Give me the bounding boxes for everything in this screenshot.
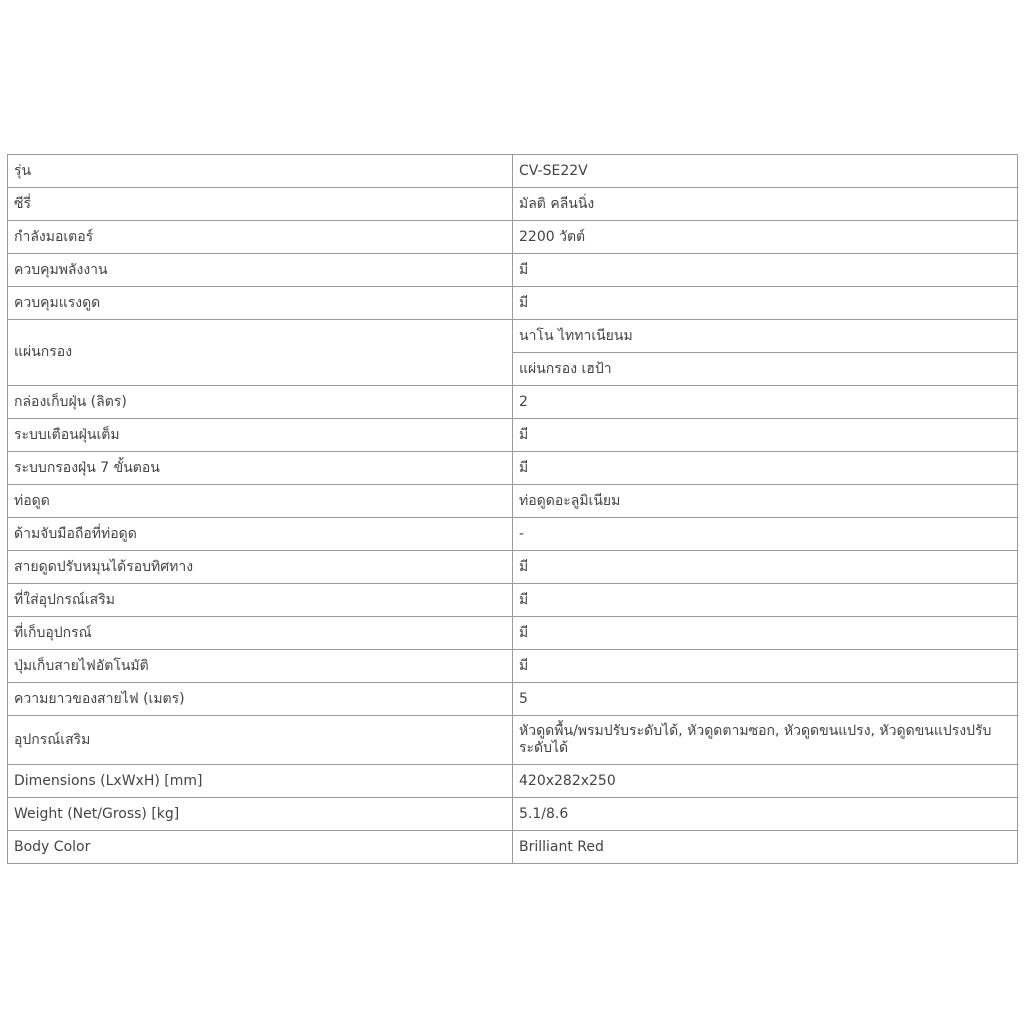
spec-value: มี <box>513 617 1018 650</box>
table-row <box>8 155 1018 188</box>
spec-label: Body Color <box>8 831 513 864</box>
table-row <box>8 419 1018 452</box>
spec-label: กล่องเก็บฝุ่น (ลิตร) <box>8 386 513 419</box>
spec-label: ปุ่มเก็บสายไฟอัตโนมัติ <box>8 650 513 683</box>
table-row <box>8 716 1018 765</box>
spec-label: สายดูดปรับหมุนได้รอบทิศทาง <box>8 551 513 584</box>
spec-value: แผ่นกรอง เฮป้า <box>513 353 1018 386</box>
spec-value: ท่อดูดอะลูมิเนียม <box>513 485 1018 518</box>
spec-value: มี <box>513 254 1018 287</box>
spec-value: มี <box>513 551 1018 584</box>
spec-label: ซีรี่ <box>8 188 513 221</box>
spec-label: กำลังมอเตอร์ <box>8 221 513 254</box>
table-row <box>8 584 1018 617</box>
table-row <box>8 765 1018 798</box>
spec-label: แผ่นกรอง <box>8 320 513 386</box>
spec-label: อุปกรณ์เสริม <box>8 716 513 765</box>
table-row <box>8 683 1018 716</box>
spec-table <box>7 154 1018 864</box>
spec-value: นาโน ไททาเนียนม <box>513 320 1018 353</box>
spec-label: ควบคุมพลังงาน <box>8 254 513 287</box>
spec-label: ควบคุมแรงดูด <box>8 287 513 320</box>
table-row <box>8 320 1018 353</box>
spec-label: รุ่น <box>8 155 513 188</box>
table-row <box>8 551 1018 584</box>
spec-label: Weight (Net/Gross) [kg] <box>8 798 513 831</box>
table-row <box>8 798 1018 831</box>
table-row <box>8 485 1018 518</box>
spec-label: ด้ามจับมือถือที่ท่อดูด <box>8 518 513 551</box>
table-row <box>8 617 1018 650</box>
table-row <box>8 650 1018 683</box>
table-row <box>8 254 1018 287</box>
spec-label: ที่เก็บอุปกรณ์ <box>8 617 513 650</box>
spec-value: 5 <box>513 683 1018 716</box>
spec-label: ระบบเตือนฝุ่นเต็ม <box>8 419 513 452</box>
spec-value: มี <box>513 452 1018 485</box>
table-row <box>8 452 1018 485</box>
table-row <box>8 386 1018 419</box>
spec-label: ท่อดูด <box>8 485 513 518</box>
spec-value: มัลติ คลีนนิ่ง <box>513 188 1018 221</box>
table-row <box>8 287 1018 320</box>
spec-value: 2200 วัตต์ <box>513 221 1018 254</box>
table-row <box>8 518 1018 551</box>
spec-value: 2 <box>513 386 1018 419</box>
spec-value: มี <box>513 584 1018 617</box>
spec-label: Dimensions (LxWxH) [mm] <box>8 765 513 798</box>
spec-value: 5.1/8.6 <box>513 798 1018 831</box>
spec-value: Brilliant Red <box>513 831 1018 864</box>
spec-label: ระบบกรองฝุ่น 7 ขั้นตอน <box>8 452 513 485</box>
spec-value: - <box>513 518 1018 551</box>
spec-label: ความยาวของสายไฟ (เมตร) <box>8 683 513 716</box>
spec-value: หัวดูดพื้น/พรมปรับระดับได้, หัวดูดตามซอก, หัวดูดขนแปรง, หัวดูดขนแปรงปรับระดับได้ <box>513 716 1018 765</box>
spec-value: มี <box>513 650 1018 683</box>
spec-value: CV-SE22V <box>513 155 1018 188</box>
table-row <box>8 221 1018 254</box>
spec-label: ที่ใส่อุปกรณ์เสริม <box>8 584 513 617</box>
spec-value: มี <box>513 419 1018 452</box>
table-row <box>8 188 1018 221</box>
table-row <box>8 831 1018 864</box>
spec-value: มี <box>513 287 1018 320</box>
spec-value: 420x282x250 <box>513 765 1018 798</box>
